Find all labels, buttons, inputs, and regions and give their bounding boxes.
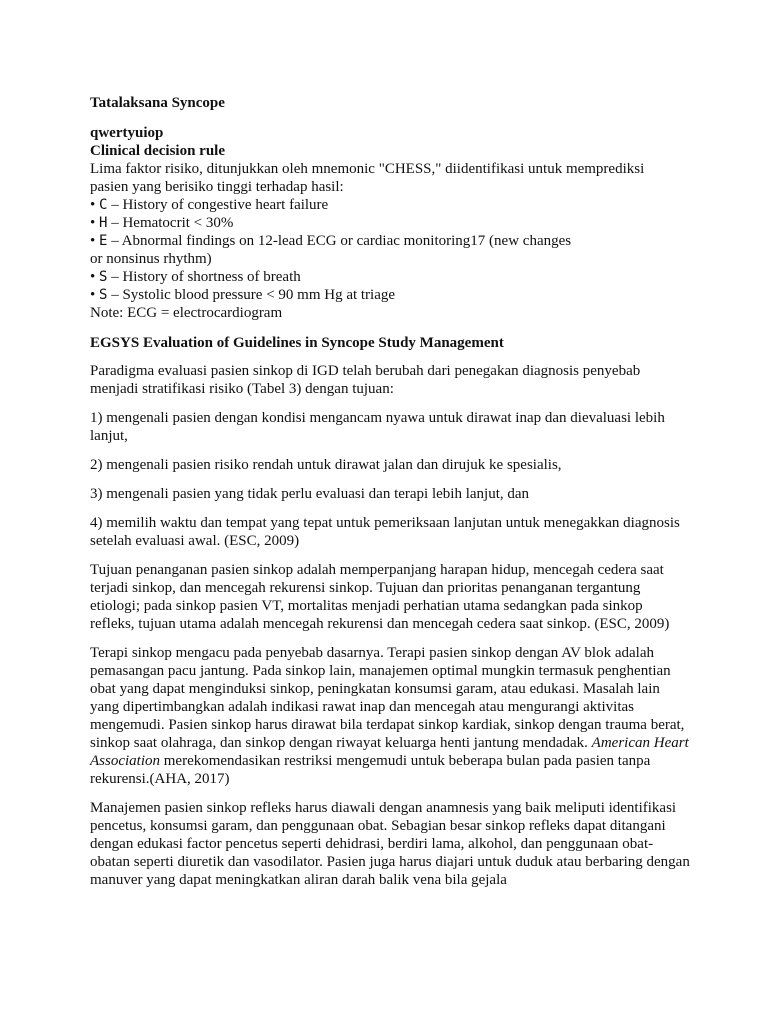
chess-item-text: – Hematocrit < 30% bbox=[107, 215, 234, 231]
paragraph: 2) mengenali pasien risiko rendah untuk dirawat jalan dan dirujuk ke spesialis, bbox=[90, 457, 562, 473]
bullet: • bbox=[90, 197, 96, 213]
document-title: Tatalaksana Syncope bbox=[90, 95, 225, 111]
chess-item bbox=[90, 196, 690, 214]
chess-item bbox=[90, 286, 690, 304]
chess-item bbox=[90, 268, 690, 286]
chess-block bbox=[90, 160, 690, 322]
bullet: • bbox=[90, 269, 96, 285]
chess-intro-line: pasien yang berisiko tinggi terhadap hasil: bbox=[90, 179, 344, 195]
chess-item bbox=[90, 232, 690, 250]
last-paragraph: Manajemen pasien sinkop refleks harus diawali dengan anamnesis yang baik meliputi identifikasi pencetus, konsumsi garam, dan penggunaan obat. Sebagian besar sinkop refleks dapat ditangani dengan edukasi factor pencetus seperti dehidrasi, berdiri lama, alkohol, dan penggunaan obat-obatan seperti diuretik dan vasodilator. Pasien juga harus diajari untuk duduk atau berbaring dengan manuver yang dapat meningkatkan aliran darah balik vena bila gejala bbox=[90, 800, 690, 888]
bullet: • bbox=[90, 215, 96, 231]
paragraph: Paradigma evaluasi pasien sinkop di IGD telah berubah dari penegakan diagnosis penyebab menjadi stratifikasi risiko (Tabel 3) dengan tujuan: bbox=[90, 363, 641, 397]
paragraph: 4) memilih waktu dan tempat yang tepat untuk pemeriksaan lanjutan untuk menegakkan diagnosis setelah evaluasi awal. (ESC, 2009) bbox=[90, 515, 680, 549]
paragraph: 3) mengenali pasien yang tidak perlu evaluasi dan terapi lebih lanjut, dan bbox=[90, 486, 530, 502]
paragraph: Tujuan penanganan pasien sinkop adalah memperpanjang harapan hidup, mencegah cedera saat terjadi sinkop, dan mencegah rekurensi sinkop. Tujuan dan prioritas penanganan tergantung etiologi; pada sinkop pasien VT, mortalitas menjadi perhatian utama sedangkan pada sinkop refleks, tujuan utama adalah mencegah rekurensi dan mencegah cedera saat sinkop. (ESC, 2009) bbox=[90, 562, 670, 632]
aha-name: American Heart Association bbox=[90, 735, 689, 769]
document-page bbox=[90, 94, 690, 900]
chess-letter: H bbox=[99, 215, 108, 231]
therapy-text-end: merekomendasikan restriksi mengemudi untuk beberapa bulan pada pasien tanpa rekurensi.(AHA, 2017) bbox=[90, 753, 651, 787]
bullet: • bbox=[90, 233, 96, 249]
egsys-heading: EGSYS Evaluation of Guidelines in Syncope Study Management bbox=[90, 335, 504, 351]
chess-item-text: – Abnormal findings on 12-lead ECG or cardiac monitoring17 (new changes bbox=[107, 233, 572, 249]
subtitle-keyword: qwertyuiop bbox=[90, 125, 164, 141]
paragraph: 1) mengenali pasien dengan kondisi mengancam nyawa untuk dirawat inap dan dievaluasi lebih lanjut, bbox=[90, 410, 665, 444]
chess-letter: S bbox=[99, 269, 108, 285]
therapy-paragraph bbox=[90, 644, 690, 788]
chess-letter: S bbox=[99, 287, 108, 303]
chess-note: Note: ECG = electrocardiogram bbox=[90, 305, 283, 321]
bullet: • bbox=[90, 287, 96, 303]
chess-item-text: – History of congestive heart failure bbox=[107, 197, 329, 213]
subtitle-clinical-decision-rule: Clinical decision rule bbox=[90, 143, 225, 159]
chess-letter: E bbox=[99, 233, 108, 249]
therapy-text: Terapi sinkop mengacu pada penyebab dasarnya. Terapi pasien sinkop dengan AV blok adalah pemasangan pacu jantung. Pada sinkop lain, manajemen optimal mungkin termasuk penghentian obat yang dapat menginduksi sinkop, peningkatan konsumsi garam, atau edukasi. Masalah lain yang dipertimbangkan adalah indikasi rawat inap dan mencegah atau mengurangi aktivitas mengemudi. Pasien sinkop harus dirawat bila terdapat sinkop kardiak, sinkop dengan trauma berat, sinkop saat olahraga, dan sinkop dengan riwayat keluarga henti jantung mendadak. bbox=[90, 645, 685, 751]
chess-item-text: – History of shortness of breath bbox=[107, 269, 301, 285]
chess-item-continuation: or nonsinus rhythm) bbox=[90, 251, 212, 267]
chess-item-text: – Systolic blood pressure < 90 mm Hg at triage bbox=[107, 287, 396, 303]
chess-item bbox=[90, 214, 690, 232]
chess-letter: C bbox=[99, 197, 108, 213]
chess-intro-line: Lima faktor risiko, ditunjukkan oleh mnemonic "CHESS," diidentifikasi untuk memprediksi bbox=[90, 161, 645, 177]
